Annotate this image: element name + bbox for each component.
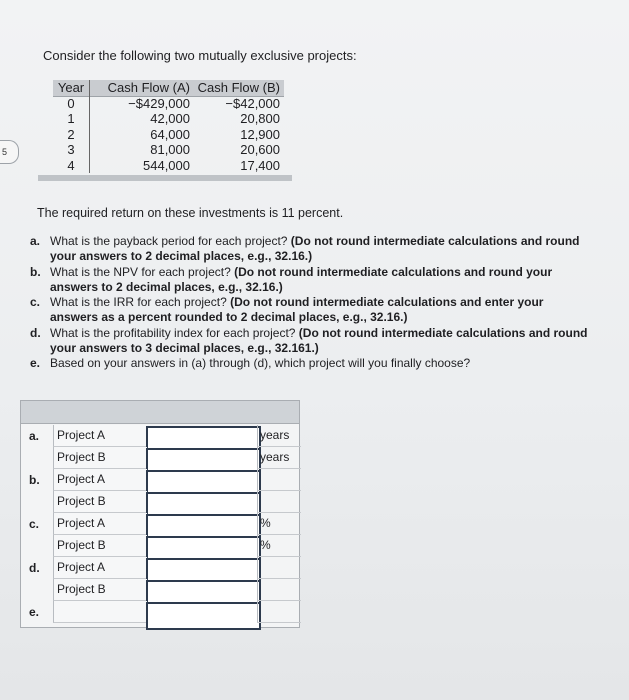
question-letter: e. [30,356,41,371]
question-text: What is the profitability index for each project? [50,325,299,340]
year-cell: 3 [67,142,75,157]
answer-row-d-project-b [21,579,299,601]
cash-flow-table-footer-bar [38,175,292,181]
question-instructions: (Do not round intermediate calculations and round your answers to 3 decimal places, e.g., 32.161.) [50,325,588,356]
cash-flow-b-cell: 12,900 [240,126,280,142]
question-list [30,234,590,372]
answer-letter: c. [29,517,40,531]
question-letter: a. [30,234,41,248]
cash-flow-a-header: Cash Flow (A) [107,80,190,95]
cash-flow-b-header: Cash Flow (B) [197,80,280,95]
unit-label: % [257,535,301,557]
required-return-text: The required return on these investments is 11 percent. [37,206,344,220]
question-text: What is the NPV for each project? [50,264,235,279]
unit-label [257,557,301,579]
question-text: Based on your answers in (a) through (d), which project will you finally choose? [50,356,471,371]
unit-label: years [257,447,301,469]
answer-letter: e. [29,605,40,619]
answer-letter: b. [29,473,40,487]
cash-flow-b-column [196,80,284,173]
cash-flow-b-cell: 17,400 [240,157,280,173]
answer-row-c-project-b [21,535,299,557]
question-b [30,265,590,296]
year-cell: 4 [67,157,75,173]
cash-flow-a-cell: 64,000 [150,126,190,142]
project-label: Project B [53,535,147,557]
answer-row-b-project-b [21,491,299,513]
cash-flow-a-cell: −$429,000 [128,95,190,111]
question-letter: b. [30,264,41,279]
question-text: What is the IRR for each project? [50,295,231,310]
answer-row-c-project-a [21,513,299,535]
unit-label: % [257,513,301,535]
unit-label [257,579,301,601]
project-label [53,601,147,623]
project-label: Project B [53,579,147,601]
answer-letter: d. [29,561,40,575]
answer-row-d-project-a [21,557,299,579]
final-choice-input[interactable] [146,602,261,630]
answer-row-a-project-a [21,425,299,447]
unit-label [257,601,301,623]
intro-text: Consider the following two mutually exclusive projects: [43,48,357,63]
year-column [53,80,90,173]
year-header: Year [57,80,85,95]
unit-label [257,469,301,491]
question-text: What is the payback period for each project? [50,234,291,248]
question-c [30,295,590,326]
answer-letter: a. [29,429,40,443]
project-label: Project B [53,447,147,469]
cash-flow-a-column [90,80,194,173]
answer-row-b-project-a [21,469,299,491]
question-a [30,234,590,265]
cash-flow-a-cell: 42,000 [150,111,190,126]
project-label: Project A [53,469,147,491]
unit-label [257,491,301,513]
cash-flow-b-cell: −$42,000 [225,95,280,111]
year-cell: 2 [67,126,75,142]
side-tab-marker[interactable]: 5 [0,140,19,164]
cash-flow-b-cell: 20,800 [240,111,280,126]
cash-flow-b-cell: 20,600 [240,142,280,157]
cash-flow-a-cell: 544,000 [143,157,190,173]
project-label: Project A [53,513,147,535]
answer-table-header [21,401,299,424]
question-instructions: (Do not round intermediate calculations and round your answers to 2 decimal places, e.g., 32.16.) [50,234,580,264]
question-letter: d. [30,325,41,340]
question-letter: c. [30,295,41,310]
question-instructions: (Do not round intermediate calculations and round your answers to 2 decimal places, e.g., 32.16.) [50,264,553,294]
unit-label: years [257,425,301,447]
question-d [30,326,590,357]
answer-table [20,400,300,628]
project-label: Project A [53,557,147,579]
year-cell: 1 [67,111,75,126]
project-label: Project A [53,425,147,447]
answer-row-a-project-b [21,447,299,469]
answer-row-e [21,601,299,623]
question-e [30,356,590,371]
project-label: Project B [53,491,147,513]
cash-flow-a-cell: 81,000 [150,142,190,157]
year-cell: 0 [67,95,75,111]
question-instructions: (Do not round intermediate calculations and enter your answers as a percent rounded to 2 decimal places, e.g., 32.16.) [50,295,544,325]
